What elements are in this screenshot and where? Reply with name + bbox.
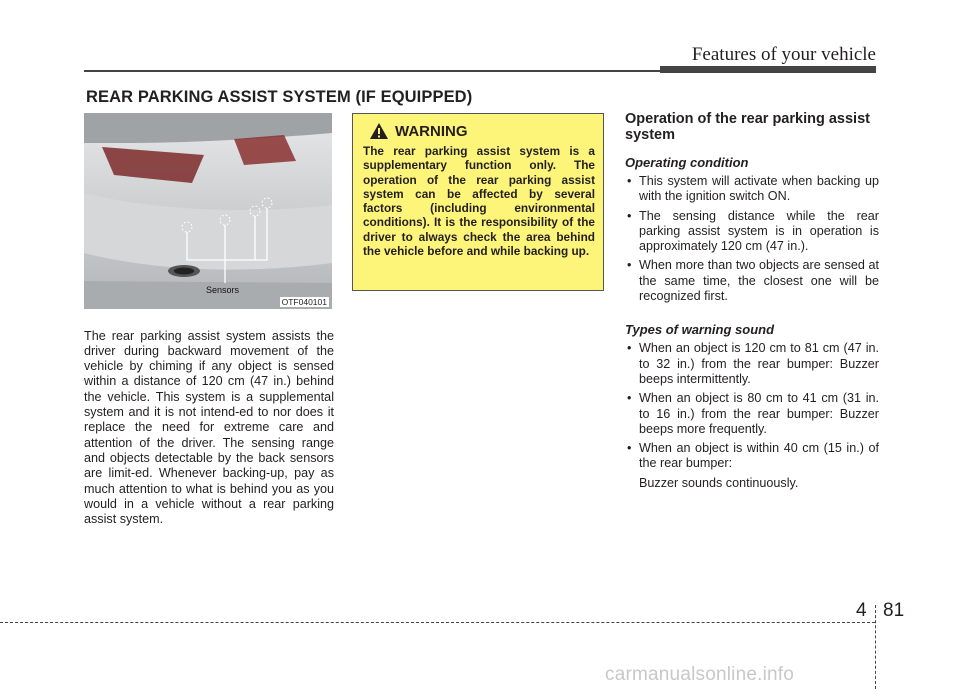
condition-list xyxy=(625,174,879,304)
operation-heading: Operation of the rear parking assist system xyxy=(625,111,870,143)
spacer xyxy=(625,308,879,322)
sound-continuation: Buzzer sounds continuously. xyxy=(639,475,799,490)
list-item: • When an object is 80 cm to 41 cm (31 in. to 16 in.) from the rear bumper: Buzzer beeps more frequently. xyxy=(625,391,879,437)
sound-list xyxy=(625,341,879,471)
warning-sound-heading: Types of warning sound xyxy=(625,322,775,338)
warning-box xyxy=(352,113,604,291)
sensors-label: Sensors xyxy=(206,285,240,295)
warning-triangle-icon xyxy=(369,122,389,140)
page-number: 81 xyxy=(883,600,905,621)
chapter-number: 4 xyxy=(856,600,867,621)
warning-title: WARNING xyxy=(395,122,468,140)
vehicle-rear-photo xyxy=(84,113,332,309)
intro-paragraph: The rear parking assist system assists the driver during backward movement of the vehicle by chiming if any object is sensed within a distance of 120 cm (47 in.) behind the vehicle. This system is a supplemental system and it is not intend-ed to nor does it replace the need for extreme care and attention of the driver. The sensing range and objects detectable by the back sensors are limit-ed. Whenever backing-up, pay as much attention to what is behind you as you would in a vehicle without a rear parking assist system. xyxy=(84,328,334,527)
list-item: • When an object is within 40 cm (15 in.) of the rear bumper: xyxy=(625,441,879,472)
footer-rule xyxy=(0,622,875,623)
footer-divider xyxy=(875,605,876,689)
figure-code: OTF040101 xyxy=(281,297,327,307)
header-title: Features of your vehicle xyxy=(691,44,876,65)
warning-text: The rear parking assist system is a supplementary function only. The operation of the rear parking assist system can be affected by several factors (including environmental conditions). It is the responsibility of the driver to always check the area behind the vehicle before and while backing up. xyxy=(363,144,595,259)
warning-header xyxy=(369,122,595,140)
operation-column xyxy=(625,112,879,491)
list-item: • The sensing distance while the rear parking assist system is in operation is approximately 120 cm (47 in.). xyxy=(625,209,879,255)
list-item: • When an object is 120 cm to 81 cm (47 in. to 32 in.) from the rear bumper: Buzzer beeps intermittently. xyxy=(625,341,879,387)
list-item: • When more than two objects are sensed at the same time, the closest one will be recognized first. xyxy=(625,258,879,304)
header-rule-accent xyxy=(660,66,876,73)
list-item: • This system will activate when backing up with the ignition switch ON. xyxy=(625,174,879,205)
operating-condition-heading: Operating condition xyxy=(625,155,749,170)
section-title: REAR PARKING ASSIST SYSTEM (IF EQUIPPED) xyxy=(86,88,473,106)
vehicle-rear-illustration xyxy=(84,113,332,309)
watermark: carmanualsonline.info xyxy=(605,664,795,685)
